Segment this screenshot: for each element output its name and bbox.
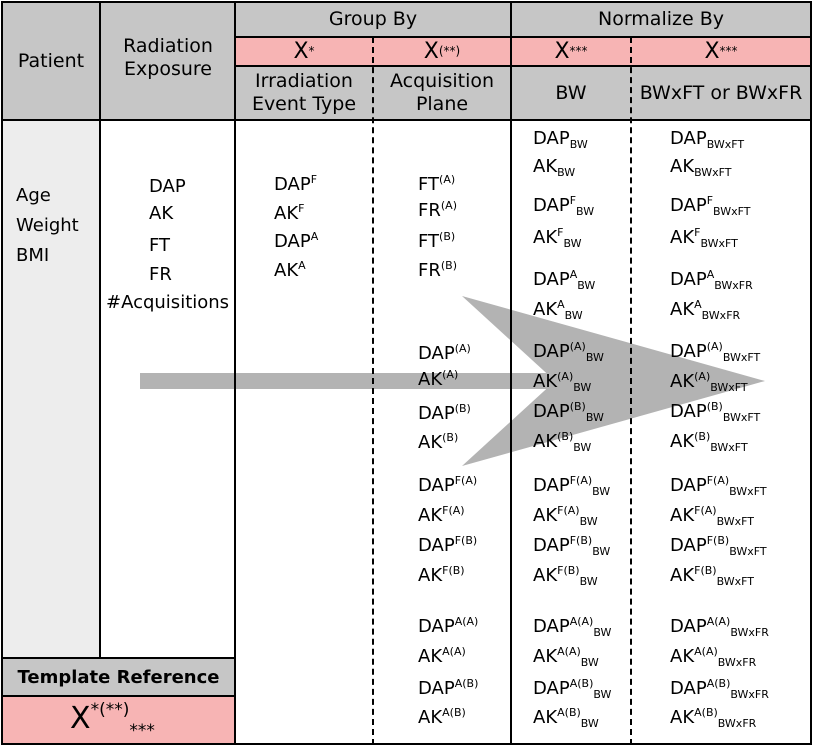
symbol-sub: BW [573,381,592,394]
bwx-item [670,432,748,452]
symbol-sub: BWxFR [701,309,741,322]
symbol-sup: A(A) [454,615,479,628]
bw-item [533,342,604,362]
symbol-base: AK [533,707,558,728]
bwx-item [670,270,753,290]
symbol-base: DAP [670,616,707,637]
bwx-item [670,342,760,362]
bw-item [533,300,583,320]
symbol-sup: A(B) [454,677,479,690]
symbol-base: AK [670,565,695,586]
symbol-sup: F [298,202,305,215]
patient-item: Weight [16,215,79,236]
symbol-sup: (B) [454,402,471,415]
symbol-sub: BW [592,545,611,558]
symbol-sub: BWxFT [710,381,748,394]
plane-item [418,679,478,699]
symbol-sup: (A) [706,340,723,353]
template-sup: *(**) [90,700,130,720]
symbol-sup: F(A) [557,504,580,517]
bw-item [533,270,595,290]
event-type-item [274,261,306,281]
symbol-base: FR [418,200,441,221]
placeholder-base: X [423,39,439,64]
symbol-base: FT [418,174,440,195]
symbol-base: AK [418,646,443,667]
symbol-sub: BW [585,411,604,424]
bwxft-bwxfr-header: BWxFT or BWxFR [639,81,803,104]
symbol-base: AK [670,646,695,667]
symbol-base: DAP [670,341,707,362]
bw-item [533,432,591,452]
symbol-base: DAP [670,128,707,149]
symbol-sub: BWxFT [700,237,738,250]
divider-group-dashed [372,37,374,745]
symbol-sub: BW [573,441,592,454]
symbol-sup: A(A) [442,645,466,658]
symbol-sup: (A) [569,340,586,353]
symbol-sub: BW [593,626,612,639]
symbol-sup: (B) [694,430,711,443]
bw-item [533,402,604,422]
symbol-sub: BWxFR [714,279,753,292]
symbol-sub: BWxFT [729,485,767,498]
symbol-base: DAP [418,616,455,637]
symbol-base: AK [418,565,443,586]
divider-placeholder-top [235,36,811,38]
symbol-base: AK [418,369,443,390]
symbol-base: DAP [274,231,311,252]
symbol-sub: BWxFR [717,656,757,669]
plane-item [418,232,455,252]
symbol-sup: F(B) [454,534,478,547]
symbol-sup: A [706,268,715,281]
symbol-base: AK [533,299,558,320]
symbol-sup: A(B) [442,706,466,719]
symbol-base: AK [670,156,695,177]
symbol-base: AK [533,431,558,452]
bw-item [533,476,610,496]
plane-item [418,506,465,526]
symbol-sup: (B) [706,400,723,413]
bw-item [533,679,611,699]
symbol-sub: BW [577,279,596,292]
exposure-item: FT [149,235,171,256]
placeholder-base: X [704,39,720,64]
bwx-item [670,196,750,216]
placeholder-base: X [554,39,570,64]
bw-item [533,536,610,556]
symbol-base: AK [274,203,299,224]
symbol-sup: A [569,268,578,281]
symbol-sub: BW [585,351,604,364]
bwx-item [670,708,756,728]
bw-item [533,708,599,728]
symbol-sup: F [706,194,714,207]
symbol-sub: BW [564,309,583,322]
symbol-base: DAP [533,616,570,637]
event-type-item [274,175,317,195]
bw-item [533,566,598,586]
symbol-sup: A(A) [569,615,594,628]
bwx-item [670,476,767,496]
symbol-sub: BW [569,138,588,151]
bw-item [533,196,594,216]
symbol-base: DAP [418,535,455,556]
symbol-base: AK [533,156,558,177]
bwx-item [670,372,748,392]
symbol-sup: F(B) [557,564,580,577]
symbol-base: DAP [418,403,455,424]
symbol-base: DAP [533,269,570,290]
symbol-sub: BW [580,717,599,730]
bwx-item [670,566,754,586]
symbol-sup: F(B) [694,564,717,577]
normalize-by-header: Normalize By [597,8,724,30]
symbol-sup: F [557,226,564,239]
plane-item [418,566,465,586]
symbol-base: AK [533,227,558,248]
symbol-sup: (B) [440,259,458,272]
symbol-sub: BWxFT [729,545,767,558]
symbol-sub: BW [593,688,612,701]
placeholder-sup: * [308,44,315,58]
symbol-sub: BWxFR [730,688,769,701]
bwx-item [670,679,769,699]
symbol-sup: (A) [557,370,574,383]
symbol-sup: A [298,259,306,272]
event-type-item [274,232,318,252]
symbol-base: AK [670,299,695,320]
symbol-sup: F(A) [442,504,465,517]
symbol-sup: F(A) [694,504,717,517]
placeholder-sub: *** [719,44,738,58]
bwx-item [670,129,744,149]
bwx-item [670,536,767,556]
symbol-base: DAP [533,678,570,699]
symbol-sup: A [557,298,565,311]
divider-placeholder-bottom [235,65,811,67]
table-border-bottom [1,743,812,745]
group-by-header: Group By [328,8,418,30]
symbol-sup: A(A) [706,615,731,628]
symbol-base: AK [670,371,695,392]
symbol-base: AK [670,707,695,728]
symbol-base: DAP [533,401,570,422]
symbol-base: AK [418,432,443,453]
symbol-base: DAP [670,535,707,556]
radiation-exposure-header: Radiation Exposure [123,35,213,80]
bw-item [533,129,588,149]
symbol-sub: BWxFT [706,138,745,151]
symbol-sup: F(B) [706,534,730,547]
symbol-sub: BWxFT [710,441,748,454]
symbol-sup: F(A) [454,474,478,487]
symbol-base: FT [418,231,440,252]
bw-item [533,372,591,392]
symbol-sup: A(B) [569,677,594,690]
symbol-sub: BW [557,166,576,179]
symbol-base: DAP [418,343,455,364]
symbol-sup: (A) [694,370,711,383]
bw-item [533,617,611,637]
plane-item [418,404,471,424]
symbol-base: DAP [418,475,455,496]
symbol-base: FR [418,260,441,281]
symbol-sub: BWxFT [722,411,761,424]
symbol-base: DAP [274,174,311,195]
placeholder-sup: (**) [438,44,461,58]
symbol-base: AK [274,260,299,281]
symbol-base: AK [533,505,558,526]
symbol-base: DAP [533,195,570,216]
symbol-base: AK [418,505,443,526]
symbol-sup: (B) [439,230,456,243]
symbol-sup: F [310,173,318,186]
symbol-sub: BWxFT [722,351,761,364]
plane-item [418,476,477,496]
symbol-sup: A(A) [557,645,581,658]
symbol-sub: BWxFR [730,626,769,639]
divider-exposure [234,1,236,745]
symbol-sup: A(B) [706,677,731,690]
divider-patient [99,1,101,658]
symbol-base: DAP [670,195,707,216]
patient-header: Patient [17,49,85,72]
symbol-base: AK [670,227,695,248]
bw-item [533,647,599,667]
exposure-item: AK [149,203,174,224]
symbol-base: AK [533,371,558,392]
bwx-item [670,228,738,248]
table-border-left [1,1,3,745]
plane-item [418,261,457,281]
bw-item [533,228,581,248]
symbol-base: DAP [533,475,570,496]
divider-template-middle [1,695,235,697]
plane-item [418,647,466,667]
symbol-sub: BWxFT [713,205,751,218]
symbol-sup: F(A) [706,474,730,487]
symbol-base: DAP [670,678,707,699]
bwx-item [670,300,740,320]
symbol-sub: BWxFT [716,515,754,528]
symbol-sub: BWxFT [694,166,732,179]
bwx-item [670,157,732,177]
divider-group-normalize [510,1,512,745]
plane-item [418,175,455,195]
symbol-sup: A(B) [694,706,718,719]
symbol-sup: F(A) [569,474,593,487]
symbol-sup: (A) [454,342,471,355]
symbol-sub: BW [579,575,598,588]
symbol-base: DAP [533,535,570,556]
symbol-sup: A [694,298,702,311]
symbol-sup: (A) [440,199,457,212]
symbol-base: DAP [670,475,707,496]
placeholder-base: X [293,39,309,64]
placeholder-sub: *** [569,44,588,58]
symbol-sub: BW [592,485,611,498]
symbol-sub: BW [579,515,598,528]
symbol-sup: A(B) [557,706,581,719]
symbol-sub: BW [580,656,599,669]
table-border-right [810,1,812,745]
symbol-base: DAP [533,128,570,149]
symbol-sup: (A) [442,368,459,381]
symbol-base: AK [533,646,558,667]
bw-item [533,506,598,526]
symbol-sup: (B) [442,431,459,444]
plane-item [418,370,458,390]
bwx-item [670,647,756,667]
symbol-sup: F(B) [569,534,593,547]
symbol-sub: BW [576,205,595,218]
symbol-sup: A [310,230,319,243]
plane-item [418,536,477,556]
symbol-base: AK [418,707,443,728]
symbol-base: DAP [670,401,707,422]
symbol-sub: BW [563,237,582,250]
bw-item [533,157,575,177]
plane-item [418,344,471,364]
plane-item [418,617,478,637]
event-type-item [274,204,304,224]
bwx-item [670,402,760,422]
bw-header: BW [555,81,587,104]
symbol-sup: (B) [557,430,574,443]
symbol-base: DAP [670,269,707,290]
acquisition-plane-header: Acquisition Plane [389,70,495,115]
exposure-item: DAP [149,176,186,197]
bwx-item [670,617,769,637]
template-sub: *** [129,721,155,741]
symbol-base: AK [670,505,695,526]
irradiation-event-type-header: Irradiation Event Type [251,70,357,115]
template-reference-label: Template Reference [17,666,220,688]
patient-item: Age [16,185,51,206]
symbol-sup: F(B) [442,564,465,577]
symbol-sub: BWxFR [717,717,757,730]
plane-item [418,708,466,728]
symbol-sup: A(A) [694,645,718,658]
symbol-sup: F [569,194,577,207]
symbol-base: AK [670,431,695,452]
symbol-sup: F [694,226,701,239]
symbol-base: DAP [418,678,455,699]
template-base: X [70,701,91,736]
divider-normalize-dashed [630,37,632,745]
symbol-sup: (B) [569,400,586,413]
plane-item [418,433,458,453]
divider-template-top [1,657,235,659]
patient-item: BMI [16,245,50,266]
exposure-item: FR [149,264,172,285]
symbol-base: DAP [533,341,570,362]
divider-header-bottom [1,119,812,121]
table-border-top [1,1,812,3]
symbol-base: AK [533,565,558,586]
plane-item [418,201,457,221]
symbol-sub: BWxFT [716,575,754,588]
exposure-item: #Acquisitions [106,292,230,313]
symbol-sup: (A) [439,173,456,186]
bwx-item [670,506,754,526]
